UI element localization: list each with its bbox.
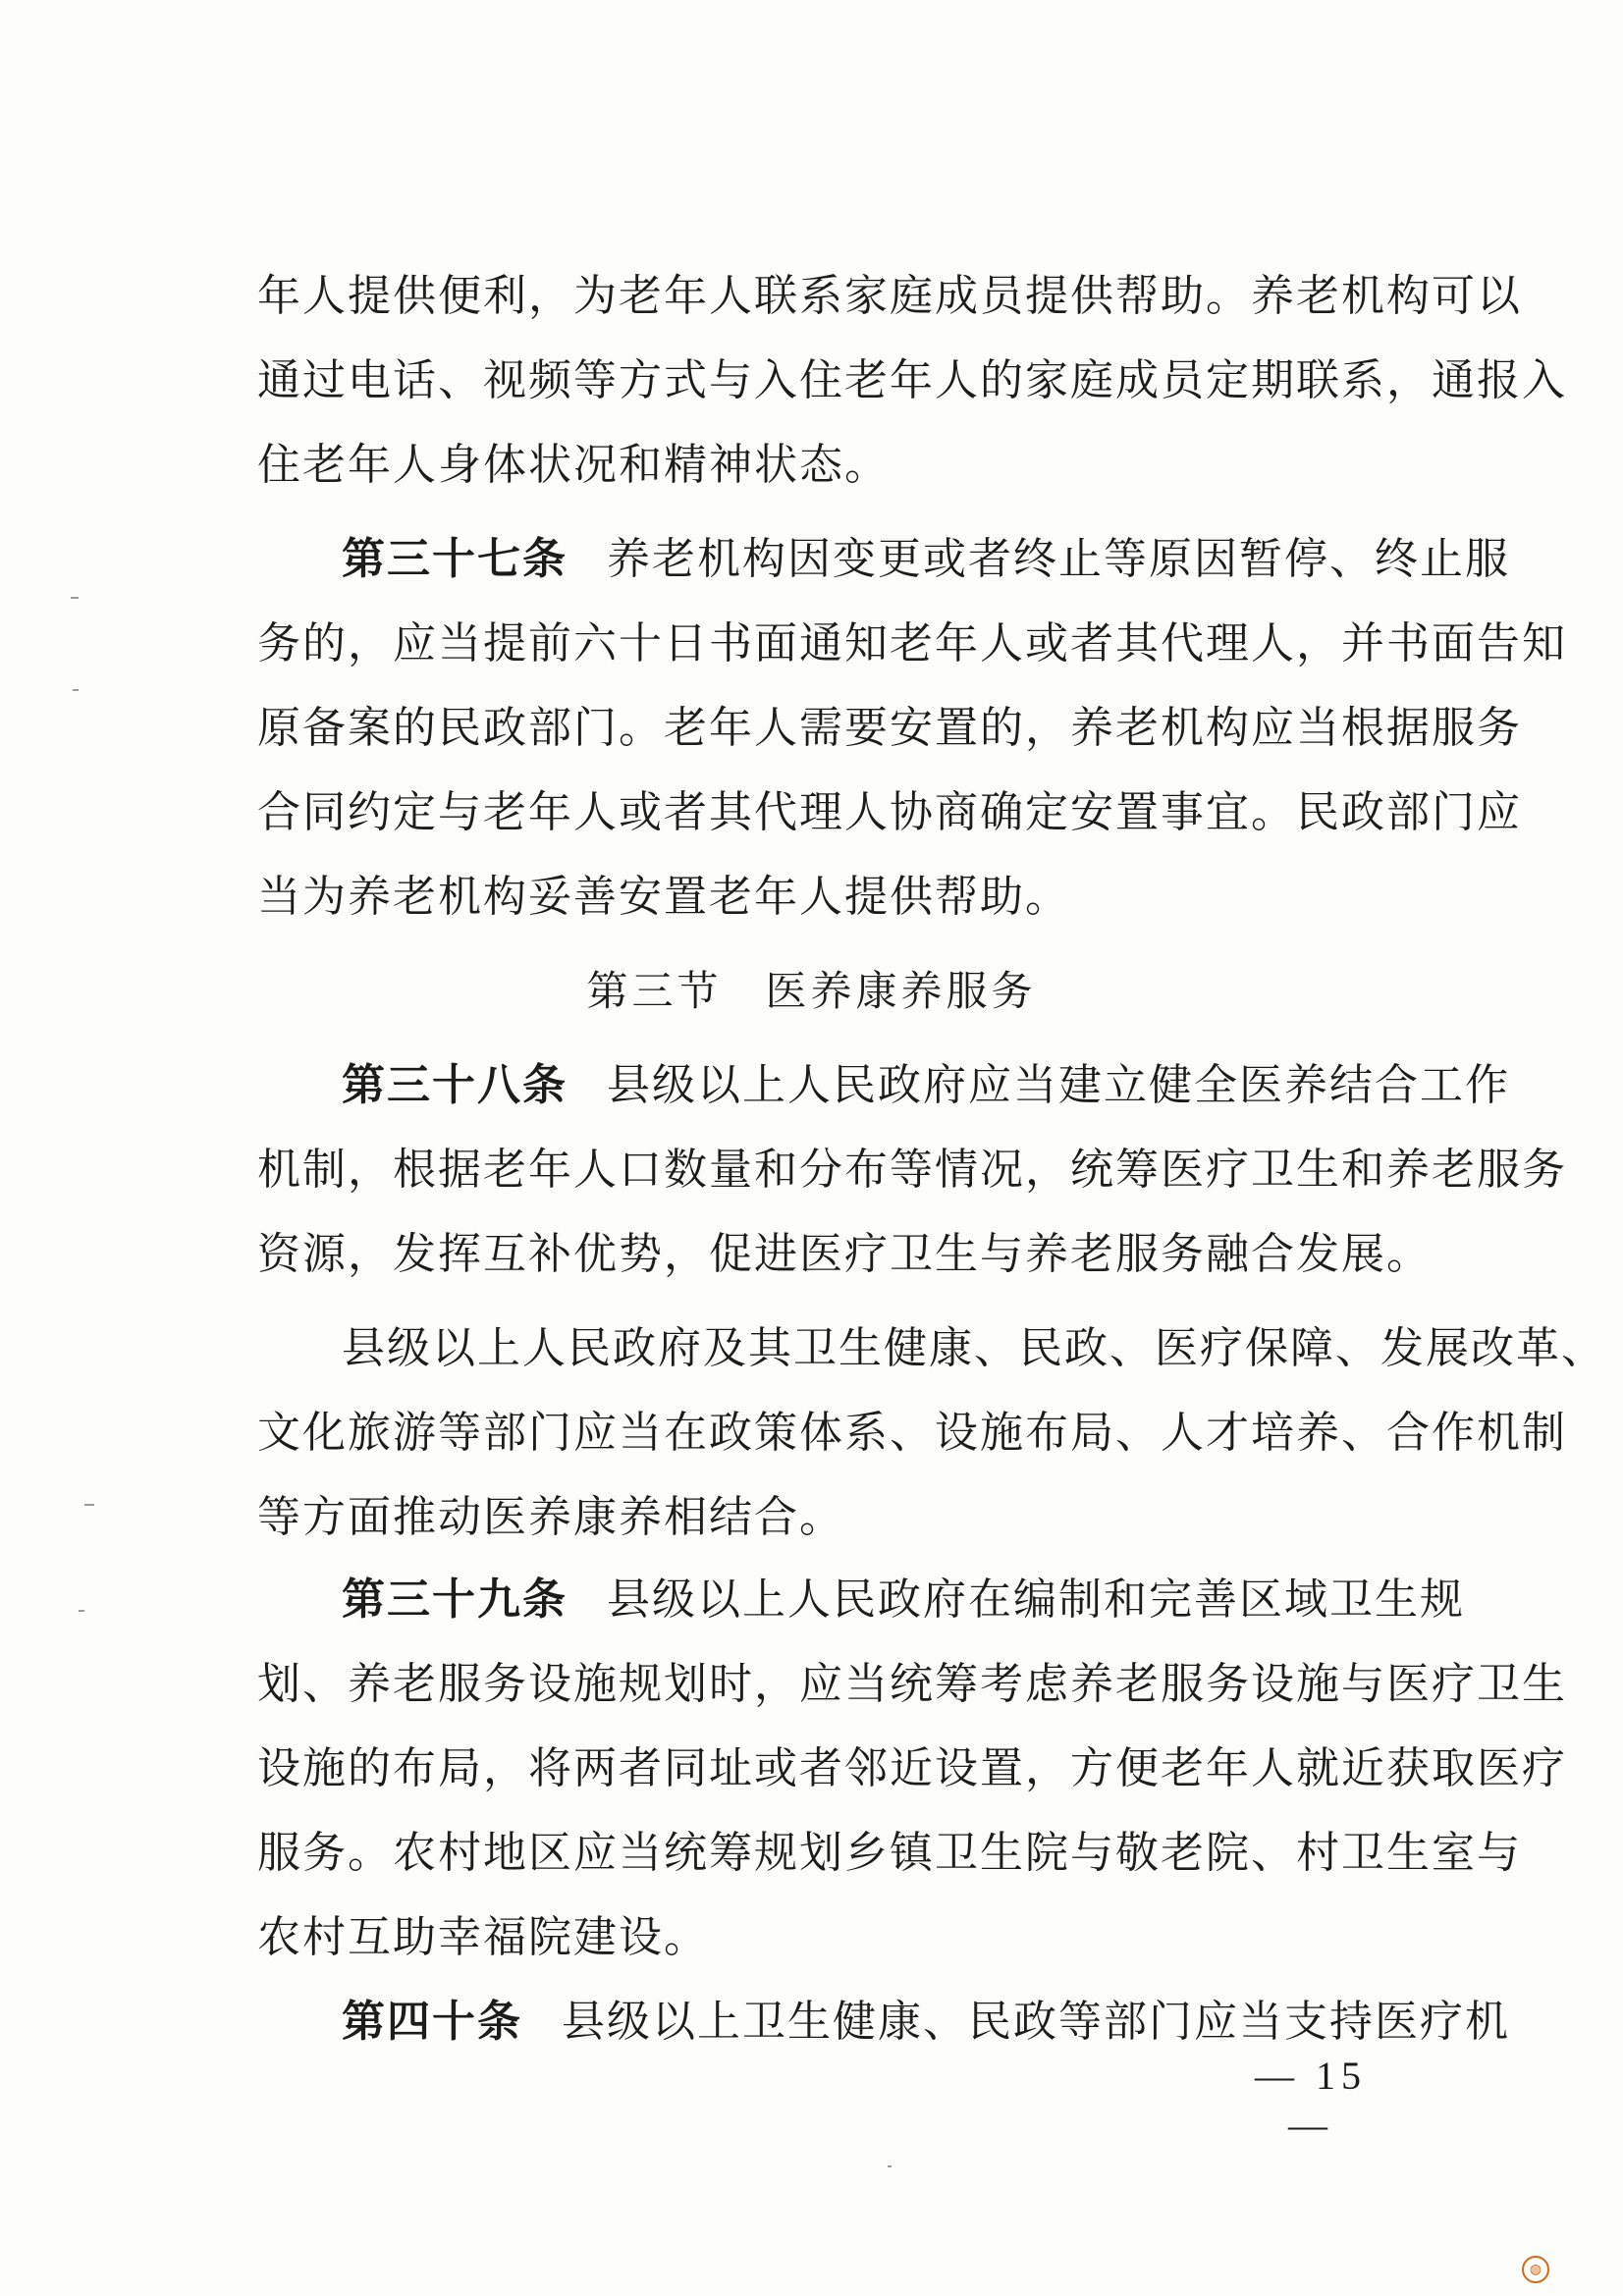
- section-heading: [0, 962, 1623, 1021]
- scan-mark: [71, 597, 79, 599]
- text-line: 划、养老服务设施规划时，应当统筹考虑养老服务设施与医疗卫生: [257, 1659, 1567, 1709]
- text-line: 务的，应当提前六十日书面通知老年人或者其代理人，并书面告知: [257, 618, 1567, 668]
- article-40-title: 第四十条: [342, 1997, 522, 2047]
- seal-stamp-icon: ◍: [1522, 2256, 1549, 2283]
- text-line: 原备案的民政部门。老年人需要安置的，养老机构应当根据服务: [257, 703, 1522, 753]
- scan-mark: [888, 2165, 892, 2167]
- article-37-first-line: [342, 530, 1510, 589]
- text-segment: 县级以上人民政府在编制和完善区域卫生规: [607, 1575, 1465, 1625]
- text-line: 文化旅游等部门应当在政策体系、设施布局、人才培养、合作机制: [257, 1408, 1567, 1458]
- text-line: 合同约定与老年人或者其代理人协商确定安置事宜。民政部门应: [257, 787, 1522, 837]
- text-line: 等方面推动医养康养相结合。: [257, 1492, 844, 1542]
- text-line: 当为养老机构妥善安置老年人提供帮助。: [257, 872, 1070, 922]
- text-segment: 县级以上人民政府应当建立健全医养结合工作: [607, 1060, 1510, 1110]
- text-line: 资源，发挥互补优势，促进医疗卫生与养老服务融合发展。: [257, 1229, 1432, 1279]
- text-segment: 县级以上卫生健康、民政等部门应当支持医疗机: [562, 1997, 1510, 2047]
- text-line: 住老年人身体状况和精神状态。: [257, 440, 890, 490]
- text-line: 设施的布局，将两者同址或者邻近设置，方便老年人就近获取医疗: [257, 1743, 1567, 1793]
- article-37-title: 第三十七条: [342, 534, 568, 584]
- scan-mark: [73, 689, 79, 691]
- text-segment: 养老机构因变更或者终止等原因暂停、终止服: [607, 534, 1510, 584]
- text-line: 县级以上人民政府及其卫生健康、民政、医疗保障、发展改革、: [342, 1323, 1606, 1373]
- text-line: 通过电话、视频等方式与入住老年人的家庭成员定期联系，通报入: [257, 355, 1567, 405]
- section-number: 第三节: [586, 967, 723, 1015]
- text-line: 机制，根据老年人口数量和分布等情况，统筹医疗卫生和养老服务: [257, 1145, 1567, 1195]
- text-line: 服务。农村地区应当统筹规划乡镇卫生院与敬老院、村卫生室与: [257, 1828, 1522, 1878]
- scan-mark: [79, 1610, 84, 1612]
- article-39-first-line: [342, 1571, 1465, 1629]
- section-title: 医养康养服务: [765, 967, 1037, 1015]
- article-39-title: 第三十九条: [342, 1575, 568, 1625]
- page-number: — 15 —: [1255, 2054, 1367, 2147]
- article-38-first-line: [342, 1056, 1510, 1115]
- text-line: 年人提供便利，为老年人联系家庭成员提供帮助。养老机构可以: [257, 271, 1522, 321]
- scan-mark: [84, 1504, 94, 1506]
- article-40-first-line: [342, 1993, 1510, 2052]
- article-38-title: 第三十八条: [342, 1060, 568, 1110]
- text-line: 农村互助幸福院建设。: [257, 1912, 709, 1962]
